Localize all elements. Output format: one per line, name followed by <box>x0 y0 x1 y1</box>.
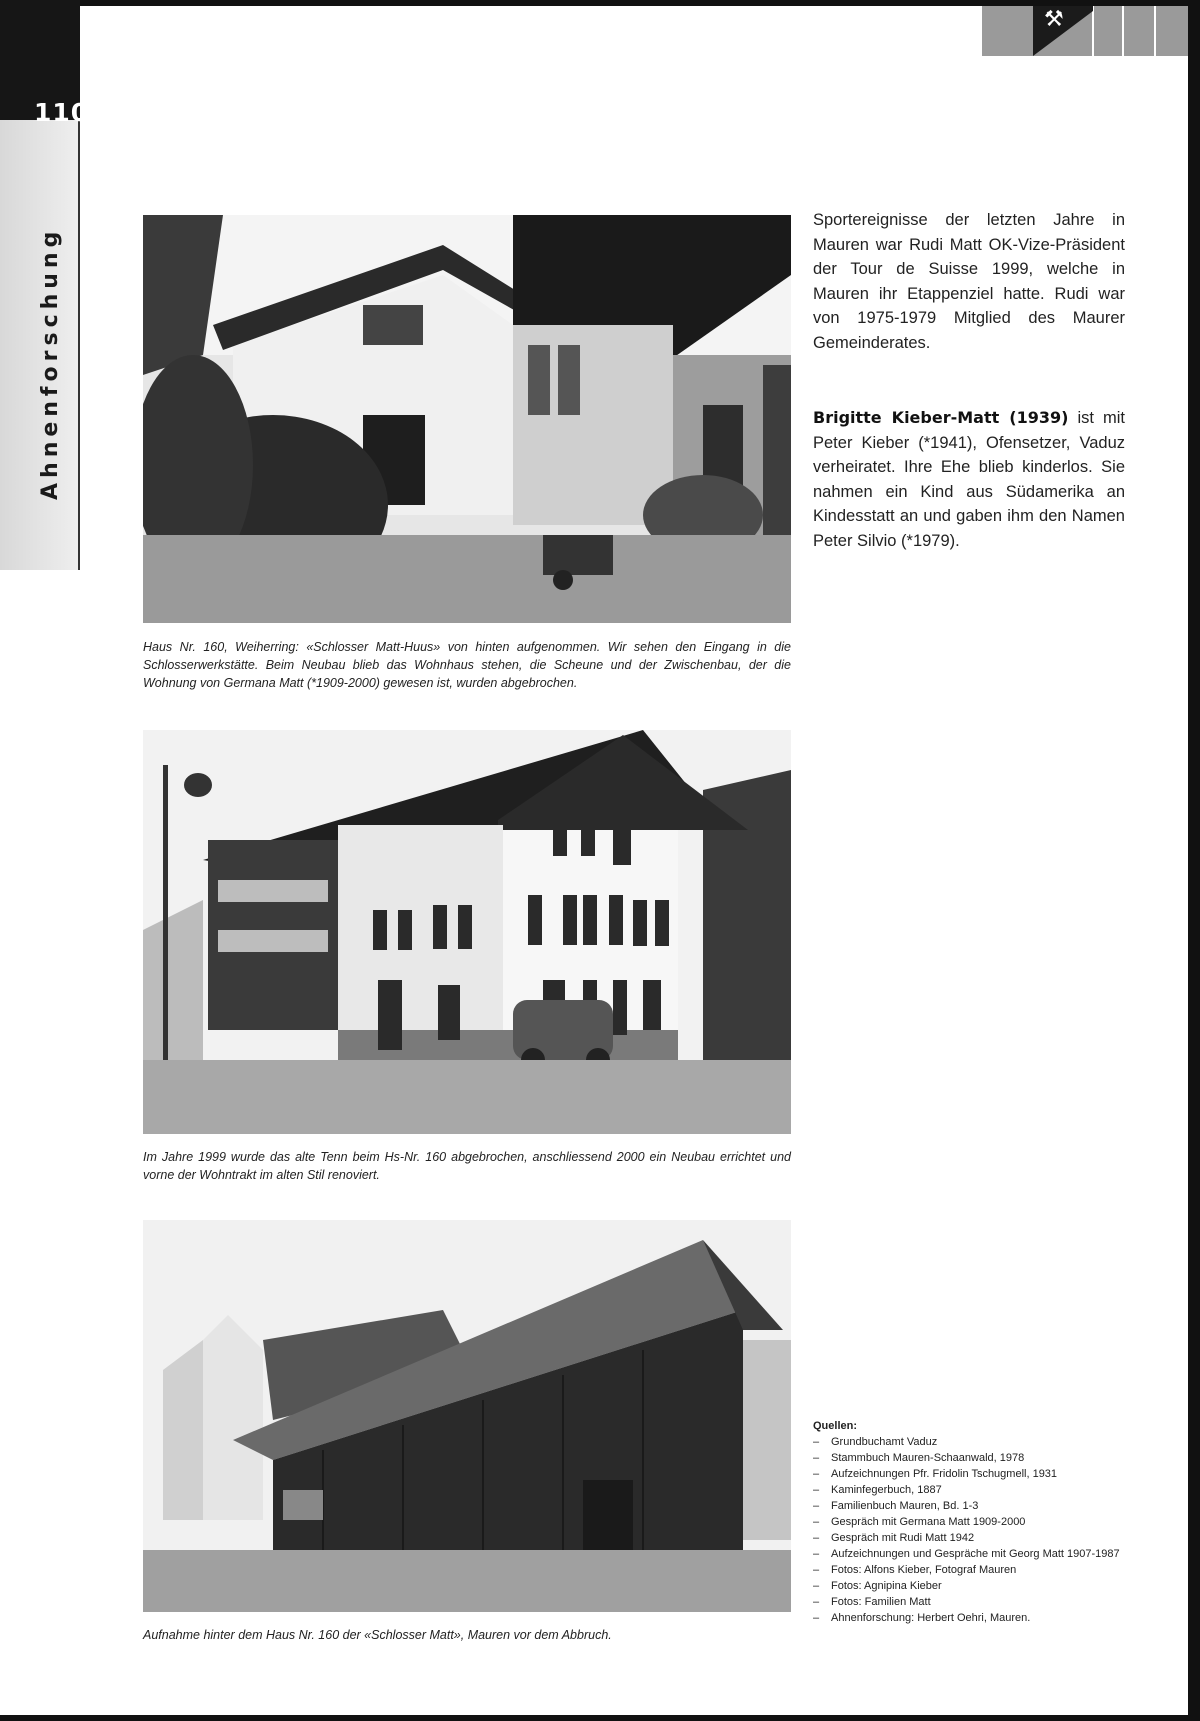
side-rule <box>78 120 80 570</box>
photo-caption: Haus Nr. 160, Weiherring: «Schlosser Matt-Huus» von hinten aufgenommen. Wir sehen den Eingang in die Schlosserwerkstätte. Beim Neubau blieb das Wohnhaus stehen, die Scheune und der Zwischenbau, der die Wohnung von Germana Matt (*1909-2000) gewesen ist, wurden abgebrochen. <box>143 640 791 690</box>
crossed-tools-icon: ⚒ <box>1044 6 1064 31</box>
list-item: – Familienbuch Mauren, Bd. 1-3 <box>813 1498 1133 1514</box>
photo-caption: Aufnahme hinter dem Haus Nr. 160 der «Schlosser Matt», Mauren vor dem Abbruch. <box>143 1628 612 1642</box>
section-label: Ahnenforschung <box>38 226 63 500</box>
list-item: – Fotos: Familien Matt <box>813 1594 1133 1610</box>
list-item: – Aufzeichnungen Pfr. Fridolin Tschugmell, 1931 <box>813 1466 1133 1482</box>
list-item: – Fotos: Agnipina Kieber <box>813 1578 1133 1594</box>
sources-list <box>813 1418 1133 1626</box>
photo-house-back <box>143 215 791 623</box>
list-item: – Stammbuch Mauren-Schaanwald, 1978 <box>813 1450 1133 1466</box>
page-border-bottom <box>0 1715 1200 1721</box>
list-item: – Ahnenforschung: Herbert Oehri, Mauren. <box>813 1610 1133 1626</box>
list-item: – Gespräch mit Germana Matt 1909-2000 <box>813 1514 1133 1530</box>
body-paragraph: Sportereignisse der letzten Jahre in Mauren war Rudi Matt OK-Vize-Präsident der Tour de Suisse 1999, welche in Mauren ihr Etappenziel hatte. Rudi war von 1975-1979 Mitglied des Maurer Gemeinderates. <box>813 211 1125 352</box>
paragraph-text: ist mit Peter Kieber (*1941), Ofensetzer, Vaduz verheiratet. Ihre Ehe blieb kinderlos. Sie nahmen ein Kind aus Südamerika an Kindesstatt an und gaben ihm den Namen Peter Silvio (*1979). <box>813 409 1125 550</box>
person-name: Brigitte Kieber-Matt (1939) <box>813 408 1069 427</box>
photo-caption: Im Jahre 1999 wurde das alte Tenn beim Hs-Nr. 160 abgebrochen, anschliessend 2000 ein Neubau errichtet und vorne der Wohntrakt im alten Stil renoviert. <box>143 1150 791 1182</box>
body-paragraph <box>813 406 1125 553</box>
list-item: – Aufzeichnungen und Gespräche mit Georg Matt 1907-1987 <box>813 1546 1133 1562</box>
photo-old-barn <box>143 1220 791 1612</box>
list-item: – Kaminfegerbuch, 1887 <box>813 1482 1133 1498</box>
sources-title: Quellen: <box>813 1420 858 1432</box>
photo-new-building <box>143 730 791 1134</box>
list-item: – Grundbuchamt Vaduz <box>813 1434 1133 1450</box>
page-border-right <box>1188 0 1200 1721</box>
list-item: – Gespräch mit Rudi Matt 1942 <box>813 1530 1133 1546</box>
list-item: – Fotos: Alfons Kieber, Fotograf Mauren <box>813 1562 1133 1578</box>
page-number: 110 <box>34 98 90 127</box>
sources-items <box>813 1434 1133 1626</box>
